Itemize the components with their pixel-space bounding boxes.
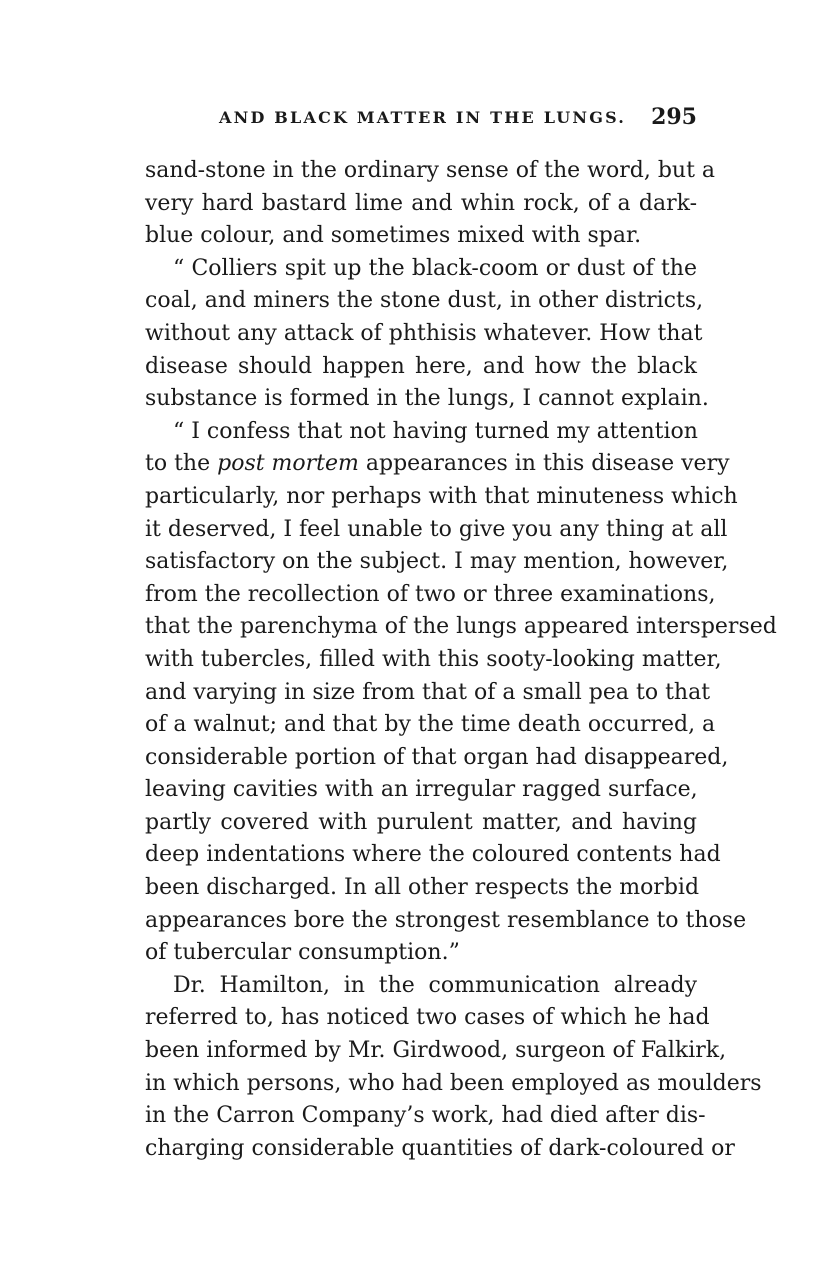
text-line: particularly, nor perhaps with that minuteness which [145, 483, 738, 509]
text-line: coal, and miners the stone dust, in other districts, [145, 288, 704, 314]
text-line: that the parenchyma of the lungs appeared interspersed [145, 614, 777, 640]
text-line: Dr. Hamilton, in the communication already [173, 972, 697, 998]
text-line: disease should happen here, and how the black [145, 353, 697, 379]
text-line: of a walnut; and that by the time death occurred, a [145, 712, 716, 738]
page-number: 295 [651, 104, 697, 130]
text-line: partly covered with purulent matter, and having [145, 809, 697, 835]
text-line: from the recollection of two or three examinations, [145, 581, 716, 607]
body-text [145, 155, 777, 1165]
text-line: “ Colliers spit up the black-coom or dust of the [173, 255, 697, 281]
text-line: without any attack of phthisis whatever. How that [145, 320, 703, 346]
text-line: charging considerable quantities of dark-coloured or [145, 1135, 735, 1161]
text-line: and varying in size from that of a small pea to that [145, 679, 711, 705]
text-line: substance is formed in the lungs, I cannot explain. [145, 386, 709, 412]
text-line: very hard bastard lime and whin rock, of a dark- [145, 190, 697, 216]
text-line: appearances bore the strongest resemblance to those [145, 907, 747, 933]
text-line: it deserved, I feel unable to give you any thing at all [145, 516, 728, 542]
text-segment: appearances in this disease very [358, 451, 730, 477]
italic-phrase: post mortem [217, 451, 359, 477]
text-line: satisfactory on the subject. I may mention, however, [145, 549, 729, 575]
running-title: AND BLACK MATTER IN THE LUNGS. [219, 108, 627, 127]
text-line: with tubercles, filled with this sooty-looking matter, [145, 646, 722, 672]
text-line: leaving cavities with an irregular ragged surface, [145, 777, 698, 803]
text-line: been informed by Mr. Girdwood, surgeon of Falkirk, [145, 1038, 727, 1064]
text-line: been discharged. In all other respects the morbid [145, 875, 700, 901]
text-segment: to the [145, 451, 218, 477]
text-line: “ I confess that not having turned my attention [173, 418, 698, 444]
text-line: sand-stone in the ordinary sense of the word, but a [145, 158, 716, 183]
text-line: considerable portion of that organ had disappeared, [145, 744, 729, 770]
text-line: in which persons, who had been employed as moulders [145, 1070, 762, 1096]
text-line: in the Carron Company’s work, had died after dis- [145, 1103, 706, 1129]
text-line-with-italic [145, 448, 730, 481]
text-line: deep indentations where the coloured contents had [145, 842, 721, 868]
text-line: of tubercular consumption.” [145, 940, 460, 966]
text-line: blue colour, and sometimes mixed with spar. [145, 223, 642, 249]
text-line: referred to, has noticed two cases of which he had [145, 1005, 710, 1031]
running-head [145, 104, 697, 136]
